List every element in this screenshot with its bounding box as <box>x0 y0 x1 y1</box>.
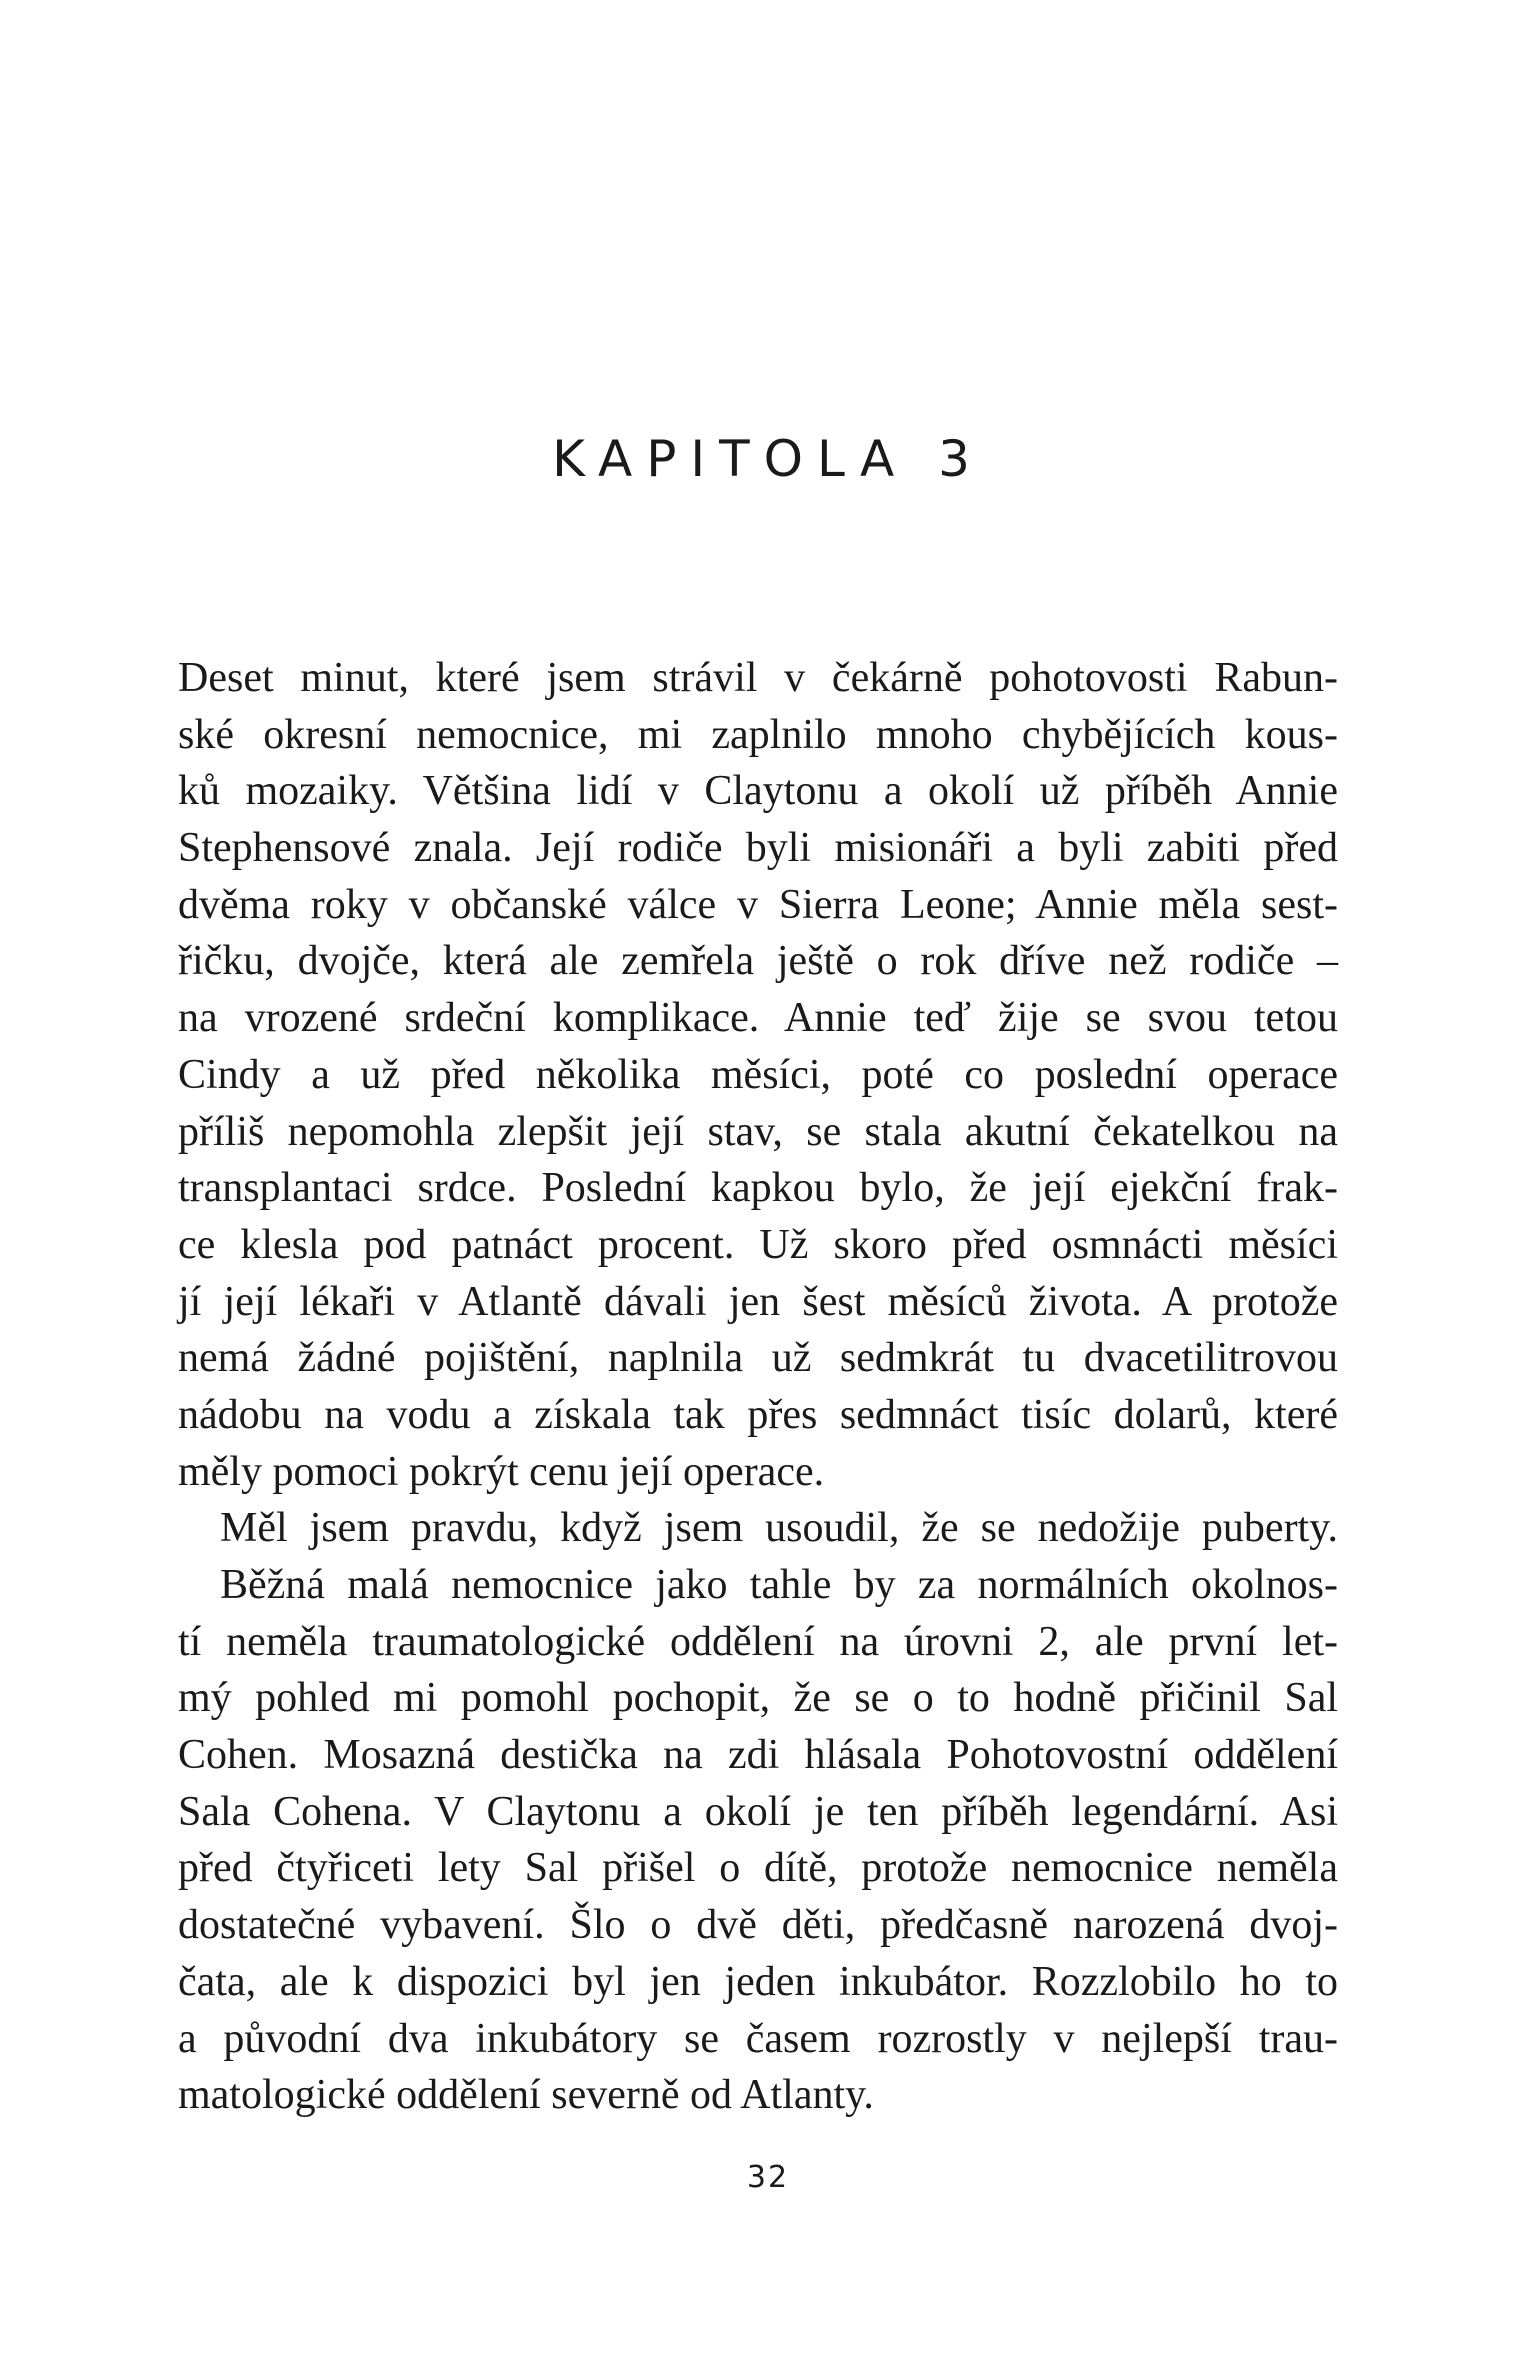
page-number: 32 <box>746 2160 790 2195</box>
text-line: a původní dva inkubátory se časem rozrostly v nejlepší trau- <box>178 2015 1338 2062</box>
text-line: jí její lékaři v Atlantě dávali jen šest měsíců života. A protože <box>178 1278 1338 1325</box>
text-line: ce klesla pod patnáct procent. Už skoro před osmnácti měsíci <box>178 1221 1338 1268</box>
chapter-body <box>178 650 1338 2124</box>
text-line: na vrozené srdeční komplikace. Annie teď žije se svou tetou <box>178 995 1338 1042</box>
text-line: matologické oddělení severně od Atlanty. <box>178 2072 874 2119</box>
text-line: Deset minut, které jsem strávil v čekárně pohotovosti Rabun- <box>178 655 1338 701</box>
text-line: nádobu na vodu a získala tak přes sedmnáct tisíc dolarů, které <box>178 1391 1338 1438</box>
text-line: Stephensové znala. Její rodiče byli misionáři a byli zabiti před <box>178 825 1338 872</box>
text-line: Sala Cohena. V Claytonu a okolí je ten příběh legendární. Asi <box>178 1788 1338 1835</box>
text-line: řičku, dvojče, která ale zemřela ještě o rok dříve než rodiče – <box>178 938 1338 985</box>
chapter-title: KAPITOLA 3 <box>552 430 984 488</box>
text-line: dostatečné vybavení. Šlo o dvě děti, předčasně narozená dvoj- <box>178 1902 1338 1949</box>
text-line: před čtyřiceti lety Sal přišel o dítě, protože nemocnice neměla <box>178 1845 1338 1892</box>
paragraph <box>178 1500 1338 1557</box>
text-line: čata, ale k dispozici byl jen jeden inkubátor. Rozzlobilo ho to <box>178 1958 1338 2005</box>
text-line: tí neměla traumatologické oddělení na úrovni 2, ale první let- <box>178 1618 1338 1665</box>
text-line: příliš nepomohla zlepšit její stav, se stala akutní čekatelkou na <box>178 1108 1338 1155</box>
text-line: měly pomoci pokrýt cenu její operace. <box>178 1448 825 1495</box>
text-line: ků mozaiky. Většina lidí v Claytonu a okolí už příběh Annie <box>178 768 1338 815</box>
text-line: mý pohled mi pomohl pochopit, že se o to hodně přičinil Sal <box>178 1675 1338 1722</box>
text-line: dvěma roky v občanské válce v Sierra Leone; Annie měla sest- <box>178 881 1338 928</box>
paragraph <box>178 650 1338 1500</box>
text-line: ské okresní nemocnice, mi zaplnilo mnoho chybějících kous- <box>178 711 1338 758</box>
text-line: Cohen. Mosazná destička na zdi hlásala Pohotovostní oddělení <box>178 1732 1338 1779</box>
text-line: transplantaci srdce. Poslední kapkou bylo, že její ejekční frak- <box>178 1165 1338 1212</box>
text-line: Cindy a už před několika měsíci, poté co poslední operace <box>178 1051 1338 1098</box>
text-line: Běžná malá nemocnice jako tahle by za normálních okolnos- <box>220 1562 1338 1608</box>
paragraph <box>178 1557 1338 2124</box>
text-line: nemá žádné pojištění, naplnila už sedmkrát tu dvacetilitrovou <box>178 1335 1338 1382</box>
text-line: Měl jsem pravdu, když jsem usoudil, že se nedožije puberty. <box>220 1505 1338 1552</box>
